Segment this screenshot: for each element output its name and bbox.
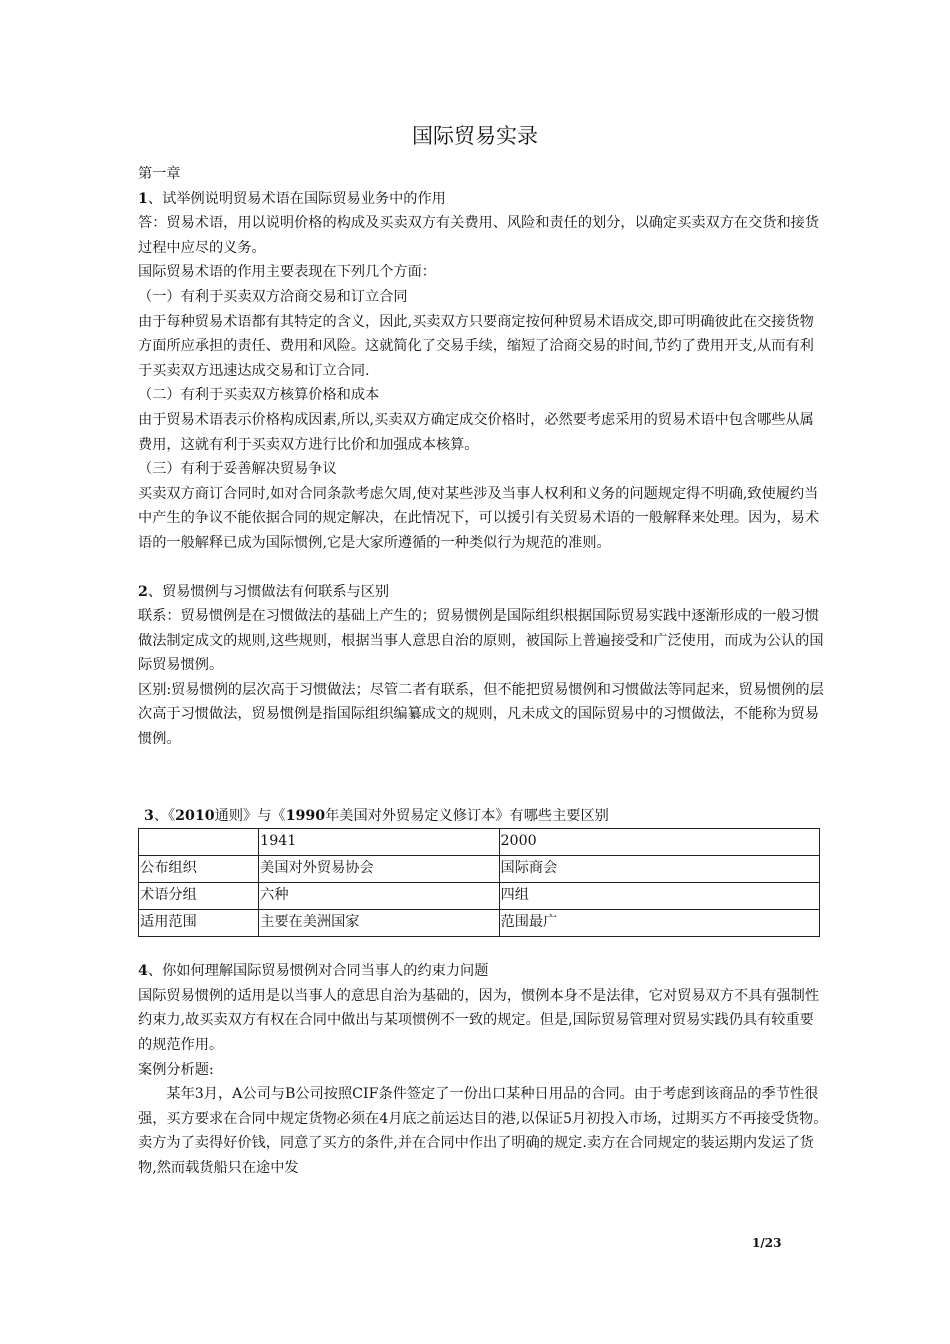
table-cell: 国际商会 (499, 856, 819, 883)
table-cell: 公布组织 (139, 856, 259, 883)
comparison-table (138, 828, 820, 937)
table-row (139, 910, 820, 937)
question-text: 、贸易惯例与习惯做法有何联系与区别 (147, 583, 390, 600)
table-row (139, 856, 820, 883)
table-cell: 范围最广 (499, 910, 819, 937)
table-cell (139, 829, 259, 856)
question-4-heading (138, 959, 828, 984)
section-2-body: 由于贸易术语表示价格构成因素,所以,买卖双方确定成交价格时，必然要考虑采用的贸易术语中包含哪些从属费用，这就有利于买卖双方进行比价和加强成本核算。 (138, 411, 814, 453)
question-2-relation: 联系：贸易惯例是在习惯做法的基础上产生的；贸易惯例是国际组织根据国际贸易实践中逐渐形成的一般习惯做法制定成文的规则,这些规则，根据当事人意思自治的原则，被国际上普遍接受和广泛使用，而成为公认的国际贸易惯例。 (138, 608, 824, 674)
question-number: 4 (138, 963, 148, 980)
chapter-heading: 第一章 (138, 166, 181, 182)
table-cell: 四组 (499, 883, 819, 910)
table-row (139, 883, 820, 910)
case-body: 某年3月，A公司与B公司按照CIF条件签定了一份出口某种日用品的合同。由于考虑到该商品的季节性很强，买方要求在合同中规定货物必须在4月底之前运达目的港,以保证5月初投入市场，过期买方不再接受货物。卖方为了卖得好价钱，同意了买方的条件,并在合同中作出了明确的规定.卖方在合同规定的装运期内发运了货物,然而载货船只在途中发 (138, 1086, 828, 1176)
page-number: 1/23 (752, 1236, 782, 1250)
question-2-heading (138, 580, 828, 605)
table-cell: 2000 (499, 829, 819, 856)
section-3-body: 买卖双方商订合同时,如对合同条款考虑欠周,使对某些涉及当事人权利和义务的问题规定得不明确,致使履约当中产生的争议不能依据合同的规定解决，在此情况下，可以援引有关贸易术语的一般解释来处理。因为，易术语的一般解释已成为国际惯例,它是大家所遵循的一种类似行为规范的准则。 (138, 485, 820, 551)
table-cell: 适用范围 (139, 910, 259, 937)
document-body (138, 162, 828, 1181)
question-2-difference: 区别:贸易惯例的层次高于习惯做法；尽管二者有联系，但不能把贸易惯例和习惯做法等同起来，贸易惯例的层次高于习惯做法，贸易惯例是指国际组织编纂成文的规则，凡未成文的国际贸易中的习惯做法，不能称为贸易惯例。 (138, 681, 824, 748)
question-1-answer: 答：贸易术语，用以说明价格的构成及买卖双方有关费用、风险和责任的划分，以确定买卖双方在交货和接货过程中应尽的义务。 (138, 215, 820, 256)
section-1-heading: （一）有利于买卖双方洽商交易和订立合同 (138, 288, 408, 305)
section-2-heading: （二）有利于买卖双方核算价格和成本 (138, 387, 380, 404)
section-1-body: 由于每种贸易术语都有其特定的含义，因此,买卖双方只要商定按何种贸易术语成交,即可明确彼此在交接货物方面所应承担的责任、费用和风险。这就简化了交易手续，缩短了洽商交易的时间,节约了费用开支,从而有利于买卖双方迅速达成交易和订立合同. (138, 313, 814, 379)
question-4-body: 国际贸易惯例的适用是以当事人的意思自治为基础的，因为，惯例本身不是法律，它对贸易双方不具有强制性约束力,故买卖双方有权在合同中做出与某项惯例不一致的规定。但是,国际贸易管理对贸易实践仍具有较重要的规范作用。 (138, 987, 820, 1054)
table-cell: 术语分组 (139, 883, 259, 910)
table-cell: 1941 (259, 829, 499, 856)
question-1-intro: 国际贸易术语的作用主要表现在下列几个方面： (138, 264, 436, 281)
question-number: 1 (138, 190, 148, 207)
question-text: 、试举例说明贸易术语在国际贸易业务中的作用 (147, 190, 446, 207)
question-text: 、你如何理解国际贸易惯例对合同当事人的约束力问题 (147, 963, 489, 980)
case-label: 案例分析题: (138, 1061, 214, 1078)
section-3-heading: （三）有利于妥善解决贸易争议 (138, 461, 337, 478)
question-3-heading: 3、《2010通则》与《1990年美国对外贸易定义修订本》有哪些主要区别 (144, 807, 609, 824)
table-header-row (139, 829, 820, 856)
document-title: 国际贸易实录 (412, 124, 538, 148)
table-cell: 主要在美洲国家 (259, 910, 499, 937)
table-cell: 美国对外贸易协会 (259, 856, 499, 883)
question-number: 2 (138, 583, 148, 600)
question-number: 3 (144, 807, 154, 824)
table-cell: 六种 (259, 883, 499, 910)
question-1-heading (138, 187, 828, 212)
